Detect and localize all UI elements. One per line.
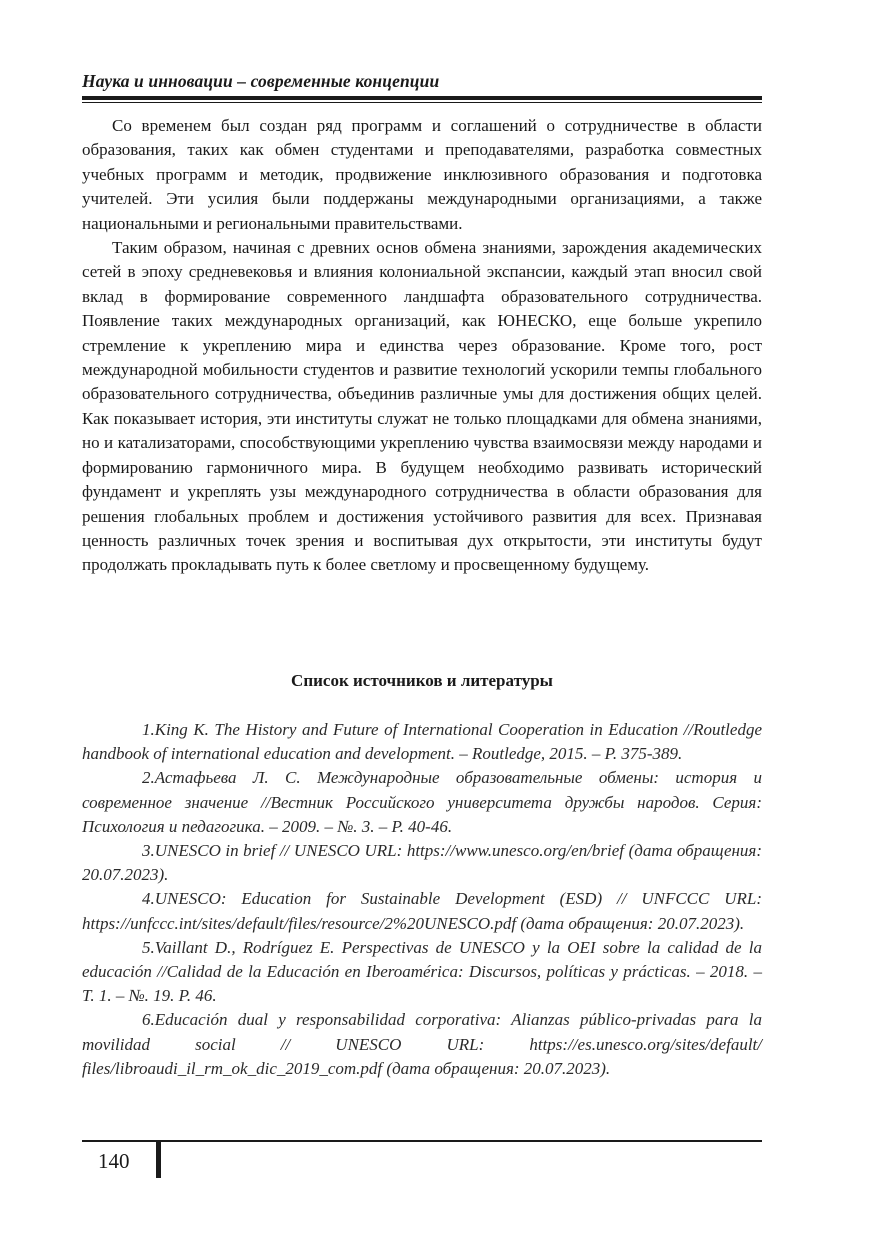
body-text <box>82 114 762 578</box>
running-header: Наука и инновации – современные концепции <box>82 71 440 91</box>
body-paragraph: Таким образом, начиная с древних основ обмена знаниями, зарождения академических сетей в эпоху средневековья и влияния колониальной экспансии, каждый этап вносил свой вклад в формирование современного ландшафта образовательного сотрудничества. Появление таких международных организаций, как ЮНЕСКО, еще больше укрепило стремление к укреплению мира и единства через образование. Кроме того, рост международной мобильности студентов и развитие технологий ускорили темпы глобального образовательного сотрудничества, объединив различные умы для достижения общих целей. Как показывает история, эти институты служат не только площадками для обмена знаниями, но и катализаторами, способствующими укреплению чувства взаимосвязи между народами и формированию гармоничного мира. В будущем необходимо развивать исторический фундамент и укреплять узы международного сотрудничества в области образования для решения глобальных проблем и достижения устойчивого развития для всех. Признавая ценность различных точек зрения и воспитывая дух открытости, эти институты будут продолжать прокладывать путь к более светлому и просвещенному будущему. <box>82 238 762 575</box>
reference-item <box>82 887 762 935</box>
references-heading: Список источников и литературы <box>291 671 553 690</box>
body-paragraph: Со временем был создан ряд программ и соглашений о сотрудничестве в области образования, таких как обмен студентами и преподавателями, разработка совместных учебных программ и методик, продвижение инклюзивного образования и подготовка учителей. Эти усилия были поддержаны международными организациями, а также национальными и региональными правительствами. <box>82 116 762 233</box>
reference-item <box>82 936 762 1009</box>
reference-text: Vaillant D., Rodríguez E. Perspectivas de UNESCO y la OEI sobre la calidad de la educación //Calidad de la Educación en Iberoamérica: Discursos, políticas y prácticas. – 2018. – Т. 1. – №. 19. P. 46. <box>82 937 762 1006</box>
reference-item <box>82 839 762 887</box>
reference-text: UNESCO: Education for Sustainable Development (ESD) // UNFCCC URL: https://unfccc.int/sites/default/files/resource/2%20UNESCO.pdf (дата обращения: 20.07.2023). <box>82 889 762 933</box>
reference-number: 2. <box>142 768 155 788</box>
header-rule-thick <box>82 96 762 100</box>
reference-item <box>82 1008 762 1081</box>
reference-item <box>82 718 762 766</box>
reference-number: 6. <box>142 1010 155 1030</box>
reference-text: UNESCO in brief // UNESCO URL: https://www.unesco.org/en/brief (дата обращения: 20.07.2023). <box>82 841 762 885</box>
page-number: 140 <box>98 1149 130 1173</box>
reference-number: 1. <box>142 720 155 739</box>
reference-text: King K. The History and Future of International Cooperation in Education //Routledge handbook of international education and development. – Routledge, 2015. – P. 375-389. <box>82 720 762 764</box>
footer-rule <box>82 1140 762 1142</box>
reference-number: 5. <box>142 937 155 957</box>
reference-text: Астафьева Л. С. Международные образовательные обмены: история и современное значение //Вестник Российского университета дружбы народов. Серия: Психология и педагогика. – 2009. – №. 3. – P. 40-46. <box>82 768 762 836</box>
reference-item <box>82 766 762 839</box>
references-list <box>82 718 762 1081</box>
reference-text: Educación dual y responsabilidad corporativa: Alianzas público-privadas para la movilidad social // UNESCO URL: https://es.unesco.org/sites/default/​files/libroaudi_il_rm_ok_dic_2019_com.pdf (дата обращения: 20.07.2023). <box>82 1010 762 1078</box>
footer-bar <box>156 1140 161 1178</box>
header-rule-thin <box>82 102 762 103</box>
reference-number: 4. <box>142 889 155 909</box>
reference-number: 3. <box>142 841 155 861</box>
